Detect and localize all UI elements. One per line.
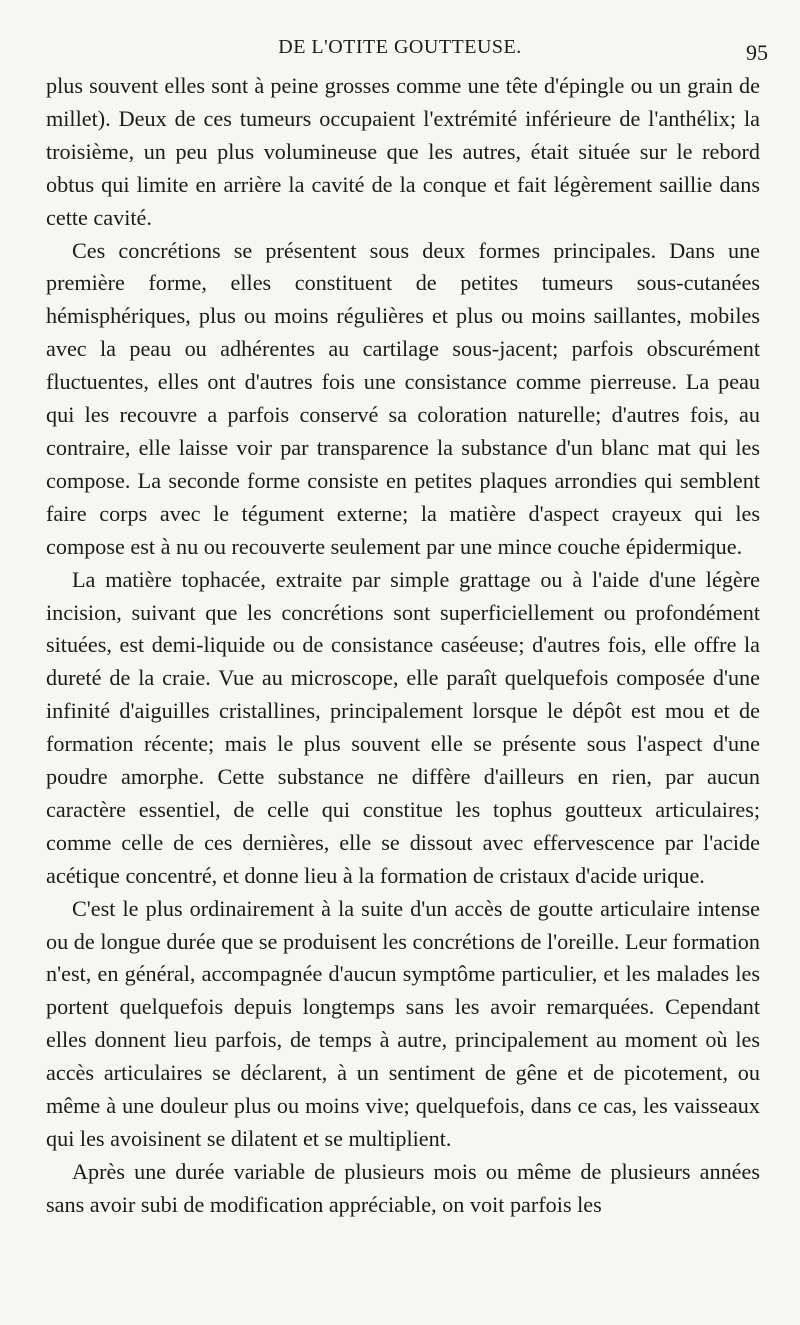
- body-text: [46, 70, 760, 1222]
- paragraph-concretion-forms: Ces concrétions se présentent sous deux formes principales. Dans une première forme, elles constituent de petites tumeurs sous-cutanées hémisphériques, plus ou moins régulières et plus ou moins saillantes, mobiles avec la peau ou adhérentes au cartilage sous-jacent; parfois obscurément fluctuentes, elles ont d'autres fois une consistance comme pierreuse. La peau qui les recouvre a parfois conservé sa coloration naturelle; d'autres fois, au contraire, elle laisse voir par transparence la substance d'un blanc mat qui les compose. La seconde forme consiste en petites plaques arrondies qui semblent faire corps avec le tégument externe; la matière d'aspect crayeux qui les compose est à nu ou recouverte seulement par une mince couche épidermique.: [46, 237, 760, 559]
- running-head: DE L'OTITE GOUTTEUSE.: [278, 36, 522, 58]
- paragraph-onset: C'est le plus ordinairement à la suite d'un accès de goutte articulaire intense ou de longue durée que se produisent les concrétions de l'oreille. Leur formation n'est, en général, accompagnée d'aucun symptôme particulier, et les malades les portent quelquefois depuis longtemps sans les avoir remarquées. Cependant elles donnent lieu parfois, de temps à autre, principalement au moment où les accès articulaires se déclarent, à un sentiment de gêne et de picotement, ou même à une douleur plus ou moins vive; quelquefois, dans ce cas, les vaisseaux qui les avoisinent se dilatent et se multiplient.: [46, 895, 760, 1151]
- paragraph-continuation: plus souvent elles sont à peine grosses comme une tête d'épingle ou un grain de millet). Deux de ces tumeurs occupaient l'extrémité inférieure de l'anthélix; la troisième, un peu plus volumineuse que les autres, était située sur le rebord obtus qui limite en arrière la cavité de la conque et fait légèrement saillie dans cette cavité.: [46, 73, 760, 230]
- page-number: 95: [746, 40, 768, 65]
- page-header: [0, 36, 800, 66]
- paragraph-duration: Après une durée variable de plusieurs mois ou même de plusieurs années sans avoir subi de modification appréciable, on voit parfois les: [46, 1158, 760, 1217]
- paragraph-tophaceous-matter: La matière tophacée, extraite par simple grattage ou à l'aide d'une légère incision, suivant que les concrétions sont superficiellement ou profondément situées, est demi-liquide ou de consistance caséeuse; d'autres fois, elle offre la dureté de la craie. Vue au microscope, elle paraît quelquefois composée d'une infinité d'aiguilles cristallines, principalement lorsque le dépôt est mou et de formation récente; mais le plus souvent elle se présente sous l'aspect d'une poudre amorphe. Cette substance ne diffère d'ailleurs en rien, par aucun caractère essentiel, de celle qui constitue les tophus goutteux articulaires; comme celle de ces dernières, elle se dissout avec effervescence par l'acide acétique concentré, et donne lieu à la formation de cristaux d'acide urique.: [46, 566, 760, 888]
